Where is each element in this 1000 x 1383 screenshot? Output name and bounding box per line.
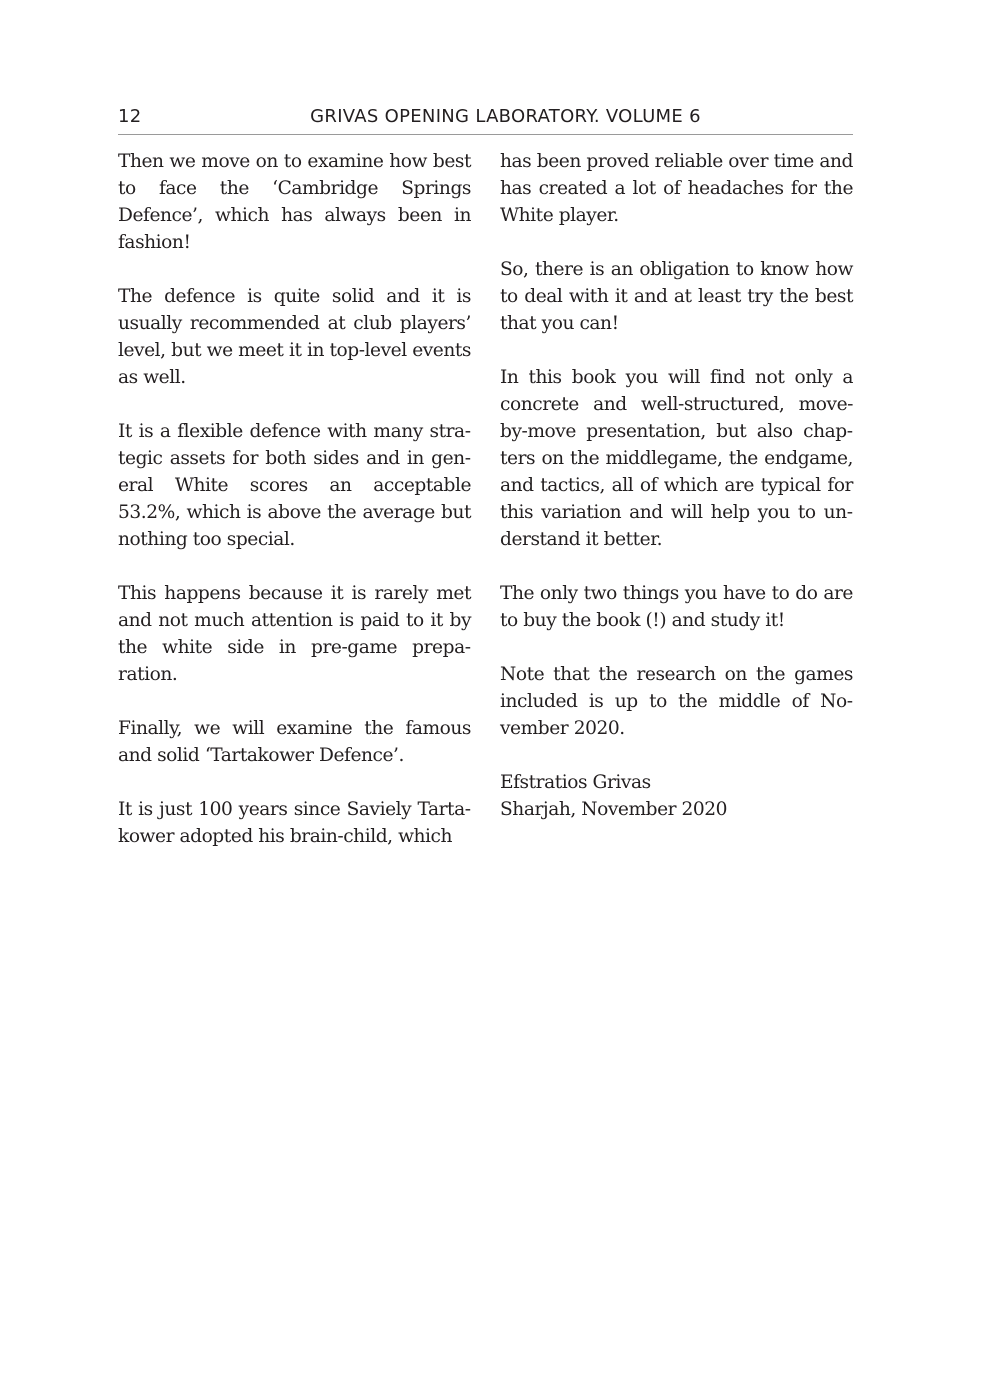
right-column (500, 148, 853, 823)
paragraph: It is just 100 years since Saviely Tartakower adopted his brain-child, which (118, 799, 471, 847)
paragraph: This happens because it is rarely met and not much attention is paid to it by the white side in pre-game preparation. (118, 583, 471, 685)
paragraph: The only two things you have to do are to buy the book (!) and study it! (500, 583, 853, 631)
place-date: Sharjah, November 2020 (500, 799, 728, 820)
paragraph: It is a flexible defence with many strategic assets for both sides and in general White scores an acceptable 53.2%, which is above the average but nothing too special. (118, 421, 471, 550)
paragraph: has been proved reliable over time and has created a lot of headaches for the White player. (500, 151, 853, 226)
left-column (118, 148, 471, 877)
running-header (118, 104, 853, 135)
paragraph: So, there is an obligation to know how to deal with it and at least try the best that you can! (500, 259, 853, 334)
signature-block (500, 769, 853, 823)
paragraph: Finally, we will examine the famous and solid ‘Tartakower Defence’. (118, 718, 471, 766)
author-name: Efstratios Grivas (500, 772, 651, 793)
page-number: 12 (118, 106, 142, 127)
paragraph: Note that the research on the games included is up to the middle of November 2020. (500, 664, 853, 739)
paragraph: In this book you will find not only a concrete and well-structured, move-by-move presentation, but also chapters on the middlegame, the endgame, and tactics, all of which are typical for this variation and will help you to understand it better. (500, 367, 853, 550)
paragraph: The defence is quite solid and it is usually recommended at club players’ level, but we meet it in top-level events as well. (118, 286, 471, 388)
book-title: GRIVAS OPENING LABORATORY. VOLUME 6 (310, 106, 701, 127)
paragraph: Then we move on to examine how best to face the ‘Cambridge Springs Defence’, which has always been in fashion! (118, 151, 471, 253)
